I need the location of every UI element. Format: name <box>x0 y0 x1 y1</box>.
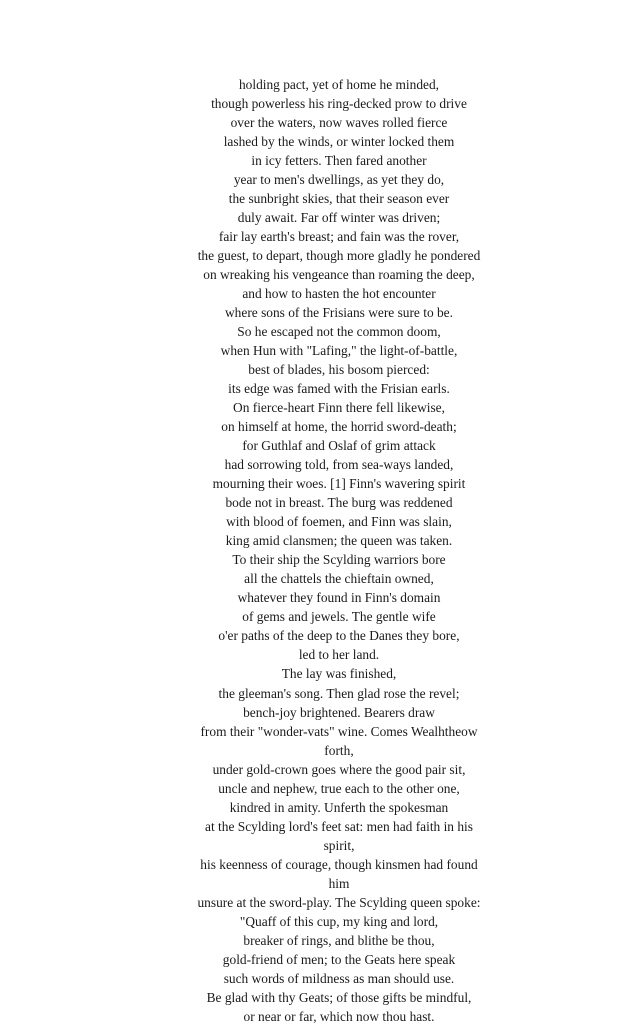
poem-line: To their ship the Scylding warriors bore <box>232 552 446 568</box>
poem-line: over the waters, now waves rolled fierce <box>230 115 448 131</box>
poem-line: him <box>328 875 350 891</box>
poem-line: whatever they found in Finn's domain <box>237 590 441 606</box>
poem-line: The lay was finished, <box>281 666 397 682</box>
poem-line: best of blades, his bosom pierced: <box>248 362 430 378</box>
poem-line: forth, <box>324 742 354 758</box>
poem-line: led to her land. <box>298 647 380 663</box>
poem-line: when Hun with "Lafing," the light-of-battle, <box>220 343 458 359</box>
poem-line: where sons of the Frisians were sure to be. <box>225 305 453 321</box>
poem-line: in icy fetters. Then fared another <box>251 153 427 169</box>
poem-line: kindred in amity. Unferth the spokesman <box>229 799 449 815</box>
poem-line: year to men's dwellings, as yet they do, <box>233 172 445 188</box>
poem-text <box>0 75 638 1026</box>
poem-line: Be glad with thy Geats; of those gifts be mindful, <box>206 989 472 1005</box>
poem-line: had sorrowing told, from sea-ways landed, <box>224 457 454 473</box>
poem-line: breaker of rings, and blithe be thou, <box>243 932 435 948</box>
poem-line: fair lay earth's breast; and fain was the rover, <box>218 229 460 245</box>
poem-line: king amid clansmen; the queen was taken. <box>225 533 453 549</box>
poem-line: mourning their woes. [1] Finn's wavering spirit <box>212 476 466 492</box>
poem-line: bode not in breast. The burg was reddened <box>225 495 453 511</box>
poem-line: lashed by the winds, or winter locked them <box>223 134 455 150</box>
poem-line: gold-friend of men; to the Geats here speak <box>222 951 456 967</box>
poem-line: On fierce-heart Finn there fell likewise, <box>233 400 445 416</box>
poem-line: spirit, <box>323 837 355 853</box>
poem-line: So he escaped not the common doom, <box>237 324 441 340</box>
poem-line: o'er paths of the deep to the Danes they bore, <box>218 628 460 644</box>
poem-line: from their "wonder-vats" wine. Comes Wealhtheow <box>200 723 478 739</box>
poem-line: on himself at home, the horrid sword-death; <box>221 419 457 435</box>
poem-line: with blood of foemen, and Finn was slain, <box>226 514 452 530</box>
poem-line: on wreaking his vengeance than roaming the deep, <box>203 267 475 283</box>
poem-line: its edge was famed with the Frisian earls. <box>228 381 450 397</box>
poem-line: bench-joy brightened. Bearers draw <box>243 704 435 720</box>
poem-line: his keenness of courage, though kinsmen had found <box>200 856 478 872</box>
poem-line: though powerless his ring-decked prow to drive <box>211 96 467 112</box>
poem-line: of gems and jewels. The gentle wife <box>242 609 436 625</box>
poem-line: such words of mildness as man should use. <box>223 970 455 986</box>
poem-line: for Guthlaf and Oslaf of grim attack <box>242 438 436 454</box>
poem-line: at the Scylding lord's feet sat: men had faith in his <box>205 818 473 834</box>
poem-line: "Quaff of this cup, my king and lord, <box>239 913 439 929</box>
poem-line: the guest, to depart, though more gladly he pondered <box>197 248 481 264</box>
poem-line: uncle and nephew, true each to the other one, <box>218 780 460 796</box>
poem-line: or near or far, which now thou hast. <box>243 1008 435 1024</box>
poem-line: all the chattels the chieftain owned, <box>244 571 434 587</box>
poem-line: the sunbright skies, that their season ever <box>228 191 450 207</box>
poem-line: unsure at the sword-play. The Scylding queen spoke: <box>197 894 481 910</box>
poem-line: under gold-crown goes where the good pair sit, <box>212 761 466 777</box>
poem-line: holding pact, yet of home he minded, <box>238 77 440 92</box>
poem-line: the gleeman's song. Then glad rose the revel; <box>218 685 460 701</box>
poem-line: duly await. Far off winter was driven; <box>237 210 441 226</box>
poem-line: and how to hasten the hot encounter <box>242 286 436 302</box>
